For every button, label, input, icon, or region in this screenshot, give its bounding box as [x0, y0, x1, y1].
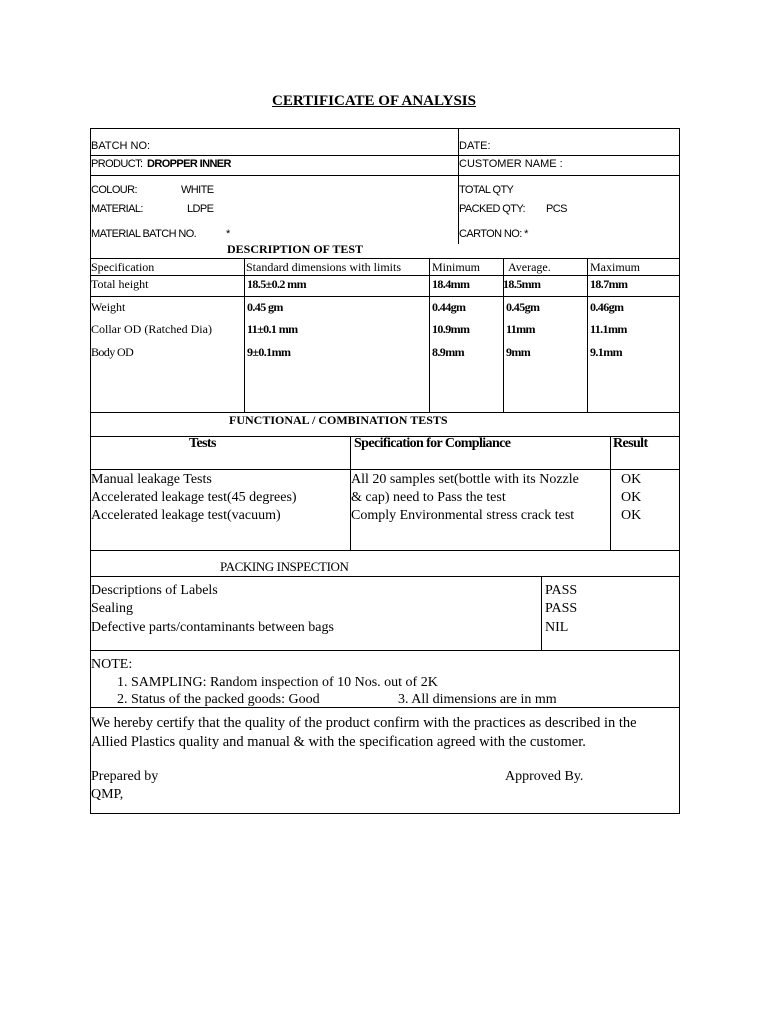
material-batch-value: *	[226, 228, 231, 240]
test-accelerated-45: Accelerated leakage test(45 degrees)	[91, 490, 297, 505]
col-specification: Specification	[91, 260, 155, 274]
spec-weight: Weight	[91, 300, 126, 314]
packing-result-1: PASS	[545, 583, 578, 598]
note-line-2a: 2. Status of the packed goods: Good	[117, 692, 320, 707]
spec-line-3: Comply Environmental stress crack test	[351, 508, 575, 523]
note-label: NOTE:	[91, 657, 133, 672]
packing-item-labels: Descriptions of Labels	[91, 583, 218, 598]
avg-collar-od: 11mm	[506, 322, 535, 336]
certify-line-1: We hereby certify that the quality of the product confirm with the practices as described in the	[91, 715, 637, 731]
max-weight: 0.46gm	[590, 300, 624, 314]
avg-weight: 0.45gm	[506, 300, 540, 314]
result-1: OK	[621, 472, 642, 487]
result-3: OK	[621, 508, 642, 523]
col-average: Average.	[508, 260, 551, 274]
material-value: LDPE	[187, 203, 214, 215]
date-label: DATE:	[459, 140, 491, 152]
packing-inspection-heading: PACKING INSPECTION	[220, 559, 349, 574]
max-body-od: 9.1mm	[590, 345, 622, 359]
spec-line-2: & cap) need to Pass the test	[351, 490, 506, 505]
spec-body-od: Body OD	[91, 345, 134, 359]
certify-line-2: Allied Plastics quality and manual & with the specification agreed with the customer.	[91, 734, 586, 750]
colour-label: COLOUR:	[91, 184, 137, 196]
packing-item-defective: Defective parts/contaminants between bags	[91, 620, 334, 635]
col-maximum: Maximum	[590, 260, 640, 274]
customer-name-label: CUSTOMER NAME :	[459, 158, 563, 170]
col-specification-compliance: Specification for Compliance	[354, 436, 511, 451]
min-body-od: 8.9mm	[432, 345, 464, 359]
spec-line-1: All 20 samples set(bottle with its Nozzle	[351, 472, 579, 487]
spec-collar-od: Collar OD (Ratched Dia)	[91, 322, 212, 336]
max-collar-od: 11.1mm	[590, 322, 627, 336]
qmp-label: QMP,	[91, 787, 124, 802]
test-manual-leakage: Manual leakage Tests	[91, 472, 212, 487]
functional-tests-heading: FUNCTIONAL / COMBINATION TESTS	[229, 413, 448, 427]
carton-no-label: CARTON NO: *	[459, 228, 528, 240]
prepared-by: Prepared by	[91, 769, 159, 784]
document-title: CERTIFICATE OF ANALYSIS	[272, 93, 476, 109]
description-of-test-heading: DESCRIPTION OF TEST	[227, 242, 364, 256]
note-line-2b: 3. All dimensions are in mm	[398, 692, 557, 707]
note-line-1: 1. SAMPLING: Random inspection of 10 Nos. out of 2K	[117, 675, 438, 690]
result-2: OK	[621, 490, 642, 505]
std-weight: 0.45 gm	[247, 300, 283, 314]
min-collar-od: 10.9mm	[432, 322, 470, 336]
packing-result-2: PASS	[545, 601, 578, 616]
batch-no-label: BATCH NO:	[91, 140, 151, 152]
packing-item-sealing: Sealing	[91, 601, 133, 616]
min-weight: 0.44gm	[432, 300, 466, 314]
avg-body-od: 9mm	[506, 345, 531, 359]
product-value: DROPPER INNER	[147, 158, 231, 170]
col-result: Result	[613, 436, 648, 451]
colour-value: WHITE	[181, 184, 214, 196]
material-label: MATERIAL:	[91, 203, 143, 215]
approved-by: Approved By.	[505, 769, 584, 784]
packed-qty-label: PACKED QTY:	[459, 203, 525, 215]
spec-total-height: Total height	[91, 277, 149, 291]
std-body-od: 9±0.1mm	[247, 345, 291, 359]
max-total-height: 18.7mm	[590, 277, 628, 291]
total-qty-label: TOTAL QTY	[459, 184, 514, 196]
col-minimum: Minimum	[432, 260, 481, 274]
min-total-height: 18.4mm	[432, 277, 470, 291]
test-accelerated-vacuum: Accelerated leakage test(vacuum)	[91, 508, 281, 523]
packed-qty-value: PCS	[546, 203, 567, 215]
std-total-height: 18.5±0.2 mm	[247, 277, 306, 291]
material-batch-label: MATERIAL BATCH NO.	[91, 228, 197, 240]
product-label: PRODUCT:	[91, 158, 143, 170]
std-collar-od: 11±0.1 mm	[247, 322, 298, 336]
avg-total-height: 18.5mm	[503, 277, 541, 291]
col-standard-dimensions: Standard dimensions with limits	[246, 260, 401, 274]
col-tests: Tests	[189, 436, 216, 451]
packing-result-3: NIL	[545, 620, 569, 635]
